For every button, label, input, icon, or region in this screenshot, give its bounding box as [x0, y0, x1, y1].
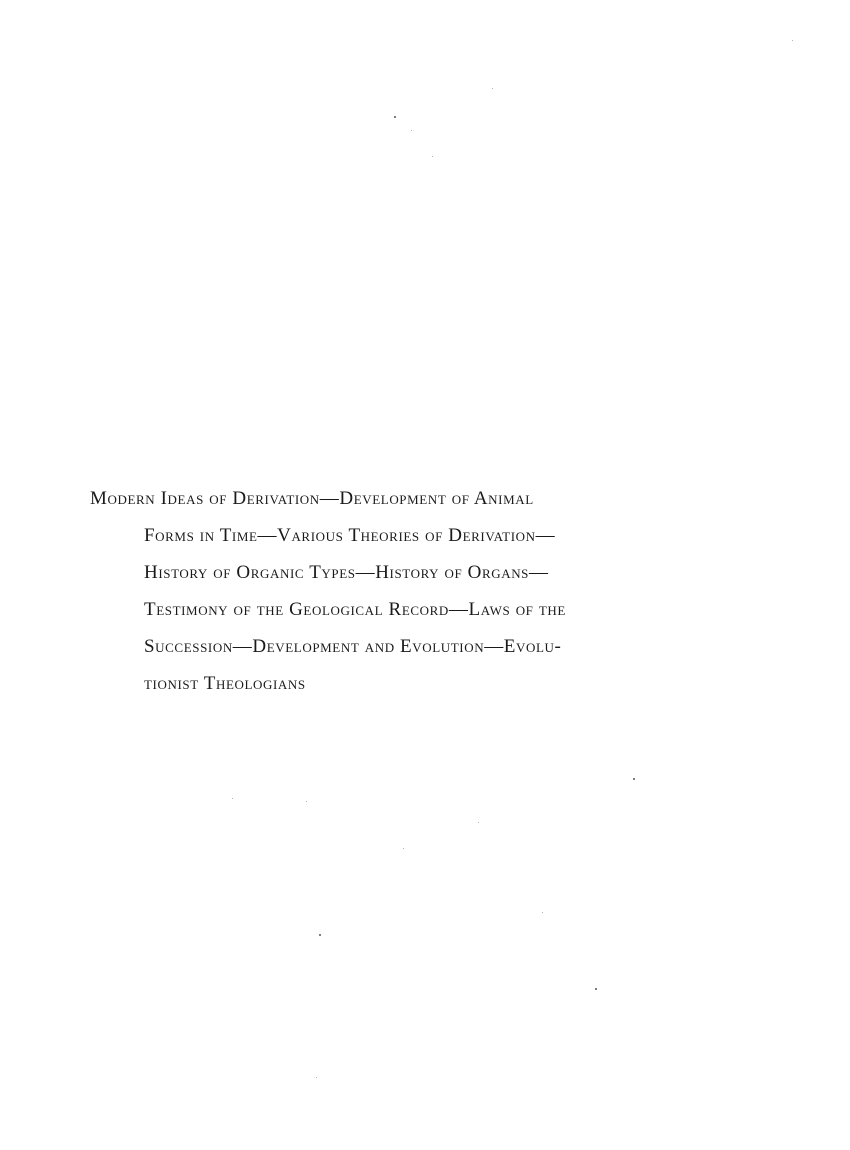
scan-speck: [232, 798, 233, 799]
scan-speck: [306, 801, 307, 802]
scan-speck: [492, 88, 493, 89]
scan-speck: [316, 1077, 317, 1078]
scan-speck: [542, 912, 543, 913]
scan-speck: [595, 988, 597, 990]
chapter-synopsis: [90, 480, 800, 702]
synopsis-line: Succession—Development and Evolution—Evolu-: [144, 636, 562, 657]
scan-speck: [403, 848, 404, 849]
synopsis-line: History of Organic Types—History of Organs—: [144, 562, 549, 583]
scan-speck: [394, 116, 396, 118]
scan-speck: [319, 934, 321, 936]
scan-speck: [792, 40, 793, 41]
scan-speck: [432, 156, 433, 157]
synopsis-line: tionist Theologians: [144, 673, 306, 694]
scan-speck: [411, 130, 412, 131]
scan-speck: [478, 822, 479, 823]
synopsis-line: Testimony of the Geological Record—Laws of the: [144, 599, 566, 620]
synopsis-line: Forms in Time—Various Theories of Derivation—: [144, 525, 556, 546]
scan-speck: [633, 778, 635, 780]
synopsis-line: Modern Ideas of Derivation—Development of Animal: [90, 488, 534, 509]
